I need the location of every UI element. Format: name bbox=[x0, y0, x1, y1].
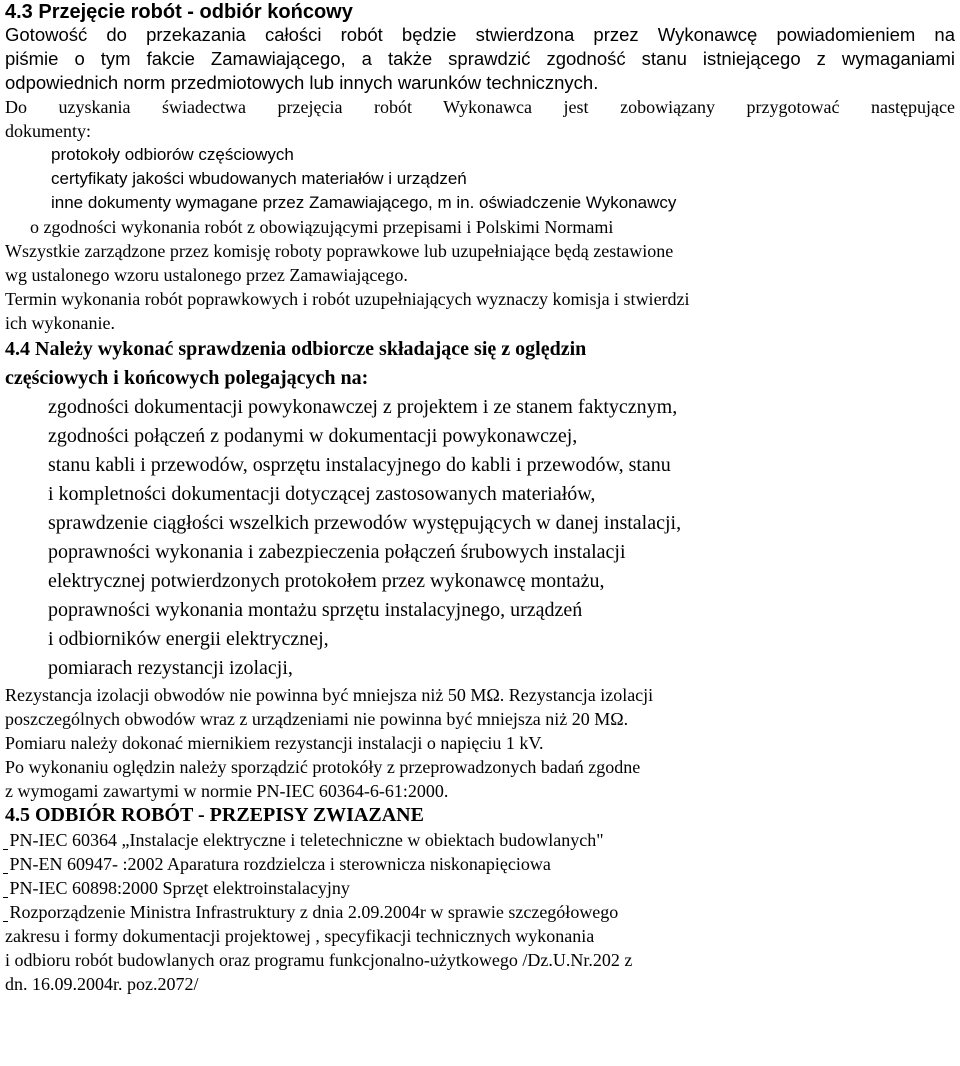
list-item: sprawdzenie ciągłości wszelkich przewodów występujących w danej instalacji, bbox=[48, 512, 682, 534]
standard-text: PN-EN 60947- :2002 Aparatura rozdzielcza i sterownicza niskonapięciowa bbox=[9, 854, 551, 874]
list-item: elektrycznej potwierdzonych protokołem przez wykonawcę montażu, bbox=[48, 570, 605, 592]
bullet-marker bbox=[3, 921, 8, 922]
regulation-continuation: zakresu i formy dokumentacji projektowej , specyfikacji technicznych wykonania bbox=[5, 926, 595, 946]
document-page bbox=[0, 1, 960, 1066]
paragraph-line: Po wykonaniu oględzin należy sporządzić protokóły z przeprowadzonych badań zgodne bbox=[5, 757, 641, 777]
lead-line: Do uzyskania świadectwa przejęcia robót Wykonawca jest zobowiązany przygotować następujące bbox=[5, 97, 955, 117]
list-item: poprawności wykonania montażu sprzętu instalacyjnego, urządzeń bbox=[48, 599, 583, 621]
list-item: pomiarach rezystancji izolacji, bbox=[48, 657, 293, 679]
paragraph-line: wg ustalonego wzoru ustalonego przez Zamawiającego. bbox=[5, 265, 408, 285]
paragraph-line: Wszystkie zarządzone przez komisję roboty poprawkowe lub uzupełniające będą zestawione bbox=[5, 241, 674, 261]
section-4-3-paragraph bbox=[5, 23, 960, 95]
list-item: i kompletności dokumentacji dotyczącej zastosowanych materiałów, bbox=[48, 483, 596, 505]
documents-lead bbox=[5, 95, 960, 143]
list-item: protokoły odbiorów częściowych bbox=[51, 145, 294, 164]
paragraph-line: piśmie o tym fakcie Zamawiającego, a także sprawdzić zgodność stanu istniejącego z wymaganiami bbox=[5, 48, 955, 69]
bullet-marker bbox=[3, 897, 8, 898]
resistance-paragraph bbox=[5, 683, 960, 803]
standard-text: Rozporządzenie Ministra Infrastruktury z dnia 2.09.2004r w sprawie szczegółowego bbox=[9, 902, 619, 922]
paragraph-line: Termin wykonania robót poprawkowych i robót uzupełniających wyznaczy komisja i stwierdzi bbox=[5, 289, 690, 309]
heading-line: 4.4 Należy wykonać sprawdzenia odbiorcze składające się z oględzin bbox=[5, 338, 587, 360]
section-4-4-heading bbox=[5, 335, 960, 393]
heading-line: częściowych i końcowych polegających na: bbox=[5, 367, 369, 389]
checks-list bbox=[5, 393, 960, 683]
section-4-3-heading: 4.3 Przejęcie robót - odbiór końcowy bbox=[5, 1, 353, 23]
list-item: stanu kabli i przewodów, osprzętu instalacyjnego do kabli i przewodów, stanu bbox=[48, 454, 671, 476]
lead-line: dokumenty: bbox=[5, 121, 91, 141]
paragraph-line: odpowiednich norm przedmiotowych lub innych warunków technicznych. bbox=[5, 72, 599, 93]
documents-list bbox=[5, 143, 960, 239]
list-item: poprawności wykonania i zabezpieczenia połączeń śrubowych instalacji bbox=[48, 541, 626, 563]
standard-text: PN-IEC 60364 „Instalacje elektryczne i teletechniczne w obiektach budowlanych" bbox=[9, 830, 604, 850]
list-item: i odbiorników energii elektrycznej, bbox=[48, 628, 329, 650]
standards-list bbox=[5, 828, 960, 996]
bullet-marker bbox=[3, 873, 8, 874]
commission-paragraph bbox=[5, 239, 960, 335]
paragraph-line: ich wykonanie. bbox=[5, 313, 115, 333]
paragraph-line: Rezystancja izolacji obwodów nie powinna być mniejsza niż 50 MΩ. Rezystancja izolacji bbox=[5, 685, 654, 705]
regulation-continuation: i odbioru robót budowlanych oraz programu funkcjonalno-użytkowego /Dz.U.Nr.202 z bbox=[5, 950, 633, 970]
standard-item bbox=[5, 900, 960, 924]
list-item: inne dokumenty wymagane przez Zamawiającego, m in. oświadczenie Wykonawcy bbox=[51, 193, 677, 212]
regulation-continuation: dn. 16.09.2004r. poz.2072/ bbox=[5, 974, 199, 994]
standard-item bbox=[5, 876, 960, 900]
paragraph-line: poszczególnych obwodów wraz z urządzeniami nie powinna być mniejsza niż 20 MΩ. bbox=[5, 709, 629, 729]
paragraph-line: Gotowość do przekazania całości robót będzie stwierdzona przez Wykonawcę powiadomieniem na bbox=[5, 24, 955, 45]
paragraph-line: z wymogami zawartymi w normie PN-IEC 60364-6-61:2000. bbox=[5, 781, 449, 801]
standard-item bbox=[5, 828, 960, 852]
list-item: zgodności dokumentacji powykonawczej z projektem i ze stanem faktycznym, bbox=[48, 396, 678, 418]
bullet-marker bbox=[3, 849, 8, 850]
standard-item bbox=[5, 852, 960, 876]
section-4-5-heading: 4.5 ODBIÓR ROBÓT - PRZEPISY ZWIAZANE bbox=[5, 804, 424, 826]
list-item: certyfikaty jakości wbudowanych materiałów i urządzeń bbox=[51, 169, 467, 188]
list-item: zgodności połączeń z podanymi w dokumentacji powykonawczej, bbox=[48, 425, 578, 447]
list-item: o zgodności wykonania robót z obowiązującymi przepisami i Polskimi Normami bbox=[30, 217, 614, 237]
standard-text: PN-IEC 60898:2000 Sprzęt elektroinstalacyjny bbox=[9, 878, 350, 898]
paragraph-line: Pomiaru należy dokonać miernikiem rezystancji instalacji o napięciu 1 kV. bbox=[5, 733, 544, 753]
